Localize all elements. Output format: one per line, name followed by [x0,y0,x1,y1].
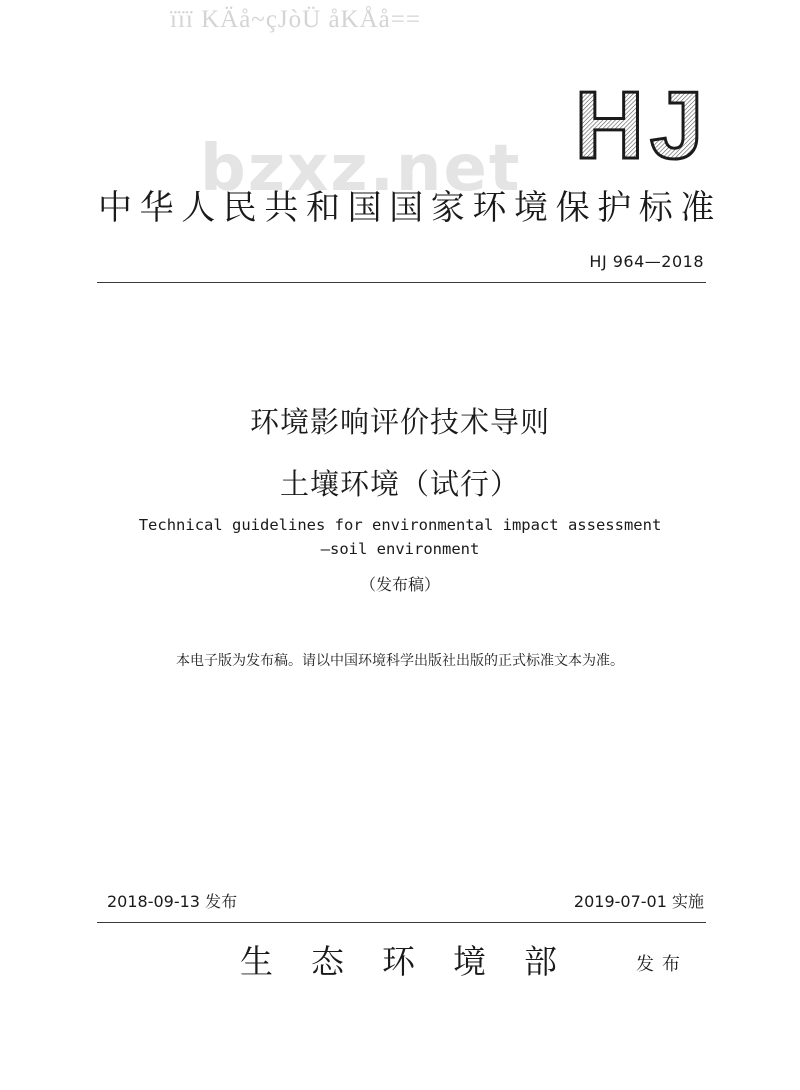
draft-label: （发布稿） [359,575,440,594]
hj-logo-text: HJ [574,78,710,168]
title-line-1: 环境影响评价技术导则 [249,405,550,439]
watermark: bzxz.net [200,132,522,206]
garbled-header-text: ïïï KÄå~çJòÜ åKÅå== [170,6,421,33]
title-line-2: 土壤环境（试行） [279,467,520,501]
english-title-line-2: —soil environment [320,540,480,558]
hj-logo [568,78,716,168]
top-divider [97,282,706,283]
english-title-line-1: Technical guidelines for environmental impact assessment [138,516,662,534]
issuing-authority: 生态环境部 [240,942,595,981]
standard-category: 中华人民共和国国家环境保护标准 [98,188,722,228]
implementation-date: 2019-07-01 实施 [573,892,704,911]
publish-label: 发布 [636,954,688,975]
bottom-divider [97,922,706,923]
issue-date: 2018-09-13 发布 [107,892,238,911]
edition-notice: 本电子版为发布稿。请以中国环境科学出版社出版的正式标准文本为准。 [176,653,624,669]
standard-number: HJ 964—2018 [589,252,704,271]
